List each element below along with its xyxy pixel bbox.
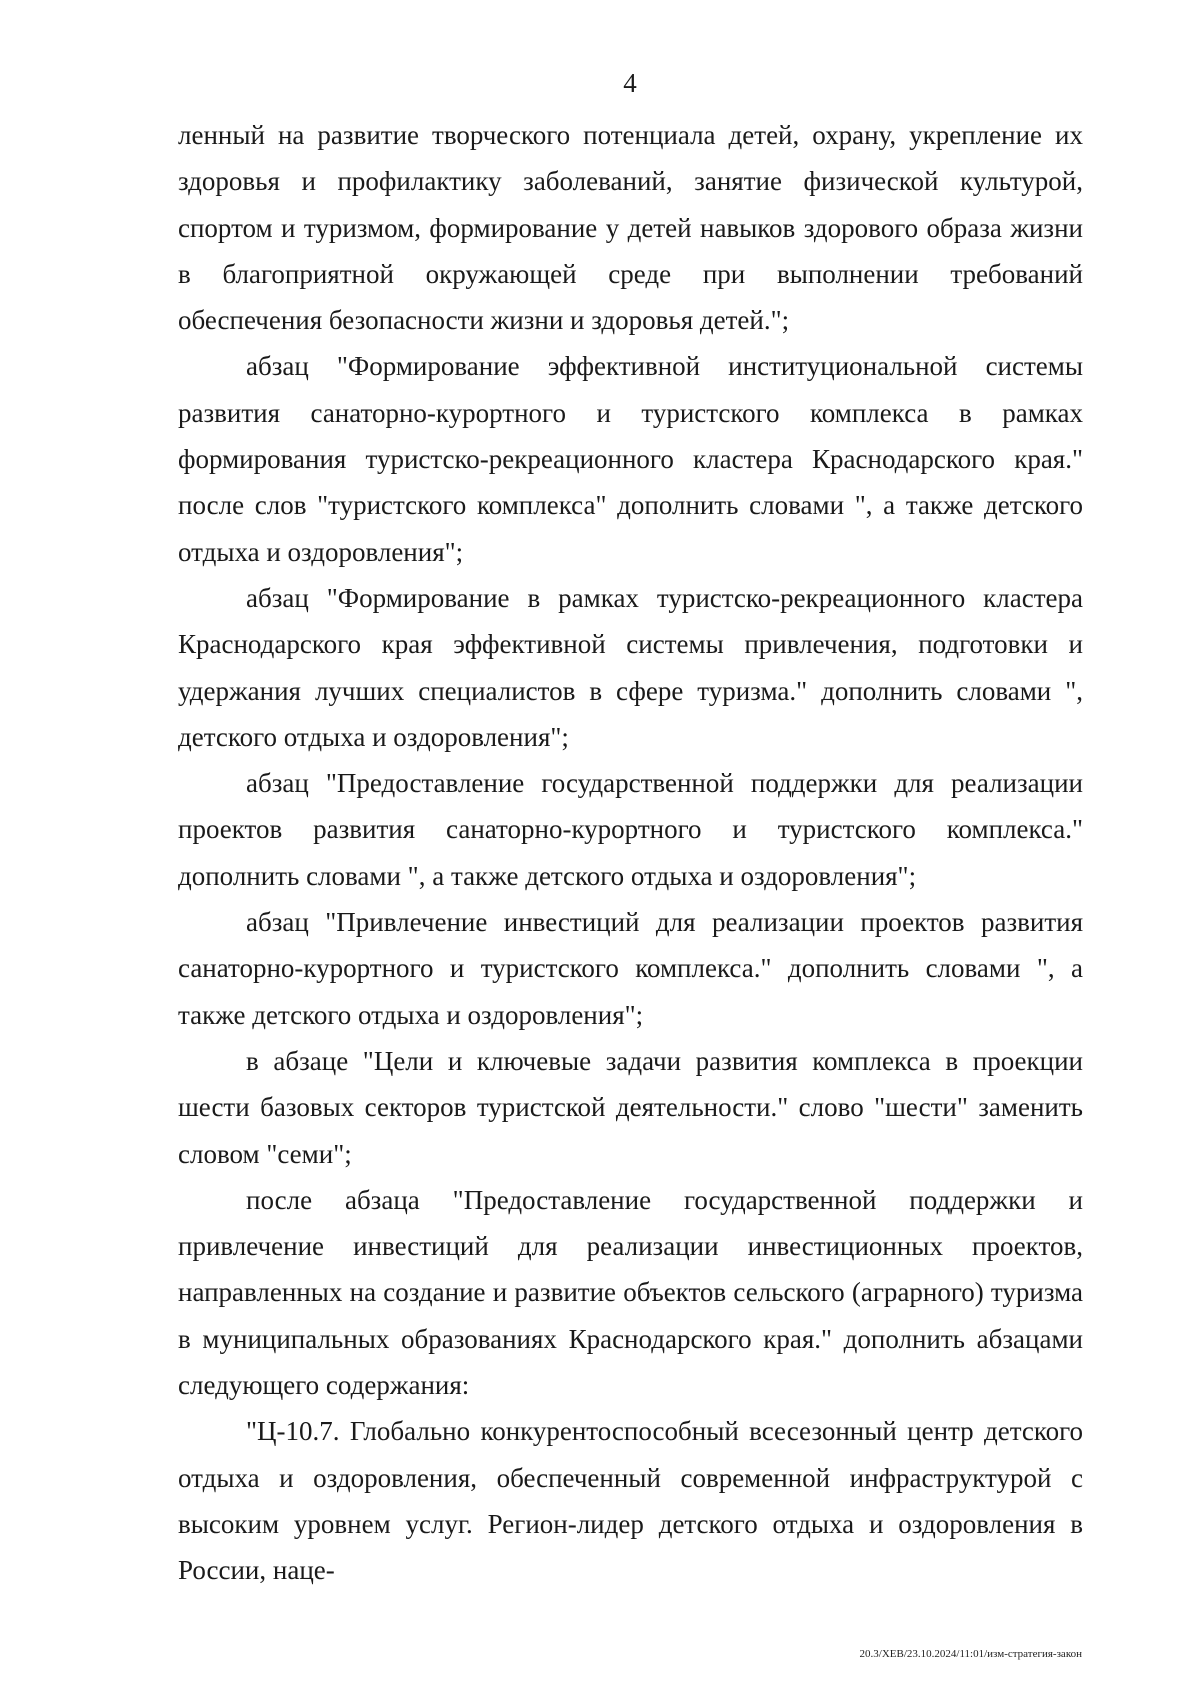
page-number: 4 [623, 68, 637, 98]
footer-stamp: 20.3/ХЕВ/23.10.2024/11:01/изм-стратегия-закон [859, 1648, 1082, 1660]
document-body [178, 112, 1083, 1594]
paragraph-continuation: ленный на развитие творческого потенциала детей, охрану, укрепление их здоровья и профилактику заболеваний, занятие физической культурой, спортом и туризмом, формирование у детей навыков здорового образа жизни в благоприятной окружающей среде при выполнении требований обеспечения безопасности жизни и здоровья детей."; [178, 120, 1083, 336]
paragraph: абзац "Предоставление государственной поддержки для реализации проектов развития санаторно-курортного и туристского комплекса." дополнить словами ", а также детского отдыха и оздоровления"; [178, 768, 1083, 891]
paragraph: абзац "Привлечение инвестиций для реализации проектов развития санаторно-курортного и туристского комплекса." дополнить словами ", а также детского отдыха и оздоровления"; [178, 907, 1083, 1030]
paragraph: после абзаца "Предоставление государственной поддержки и привлечение инвестиций для реализации инвестиционных проектов, направленных на создание и развитие объектов сельского (аграрного) туризма в муниципальных образованиях Краснодарского края." дополнить абзацами следующего содержания: [178, 1184, 1083, 1401]
paragraph: абзац "Формирование в рамках туристско-рекреационного кластера Краснодарского края эффективной системы привлечения, подготовки и удержания лучших специалистов в сфере туризма." дополнить словами ", детского отдыха и оздоровления"; [178, 582, 1083, 752]
paragraph: "Ц-10.7. Глобально конкурентоспособный всесезонный центр детского отдыха и оздоровления, обеспеченный современной инфраструктурой с высоким уровнем услуг. Регион-лидер детского отдыха и оздоровления в России, наце- [178, 1416, 1083, 1586]
paragraph: абзац "Формирование эффективной институциональной системы развития санаторно-курортного и туристского комплекса в рамках формирования туристско-рекреационного кластера Краснодарского края." после слов "туристского комплекса" дополнить словами ", а также детского отдыха и оздоровления"; [178, 351, 1083, 567]
paragraph: в абзаце "Цели и ключевые задачи развития комплекса в проекции шести базовых секторов туристской деятельности." слово "шести" заменить словом "семи"; [178, 1045, 1083, 1169]
